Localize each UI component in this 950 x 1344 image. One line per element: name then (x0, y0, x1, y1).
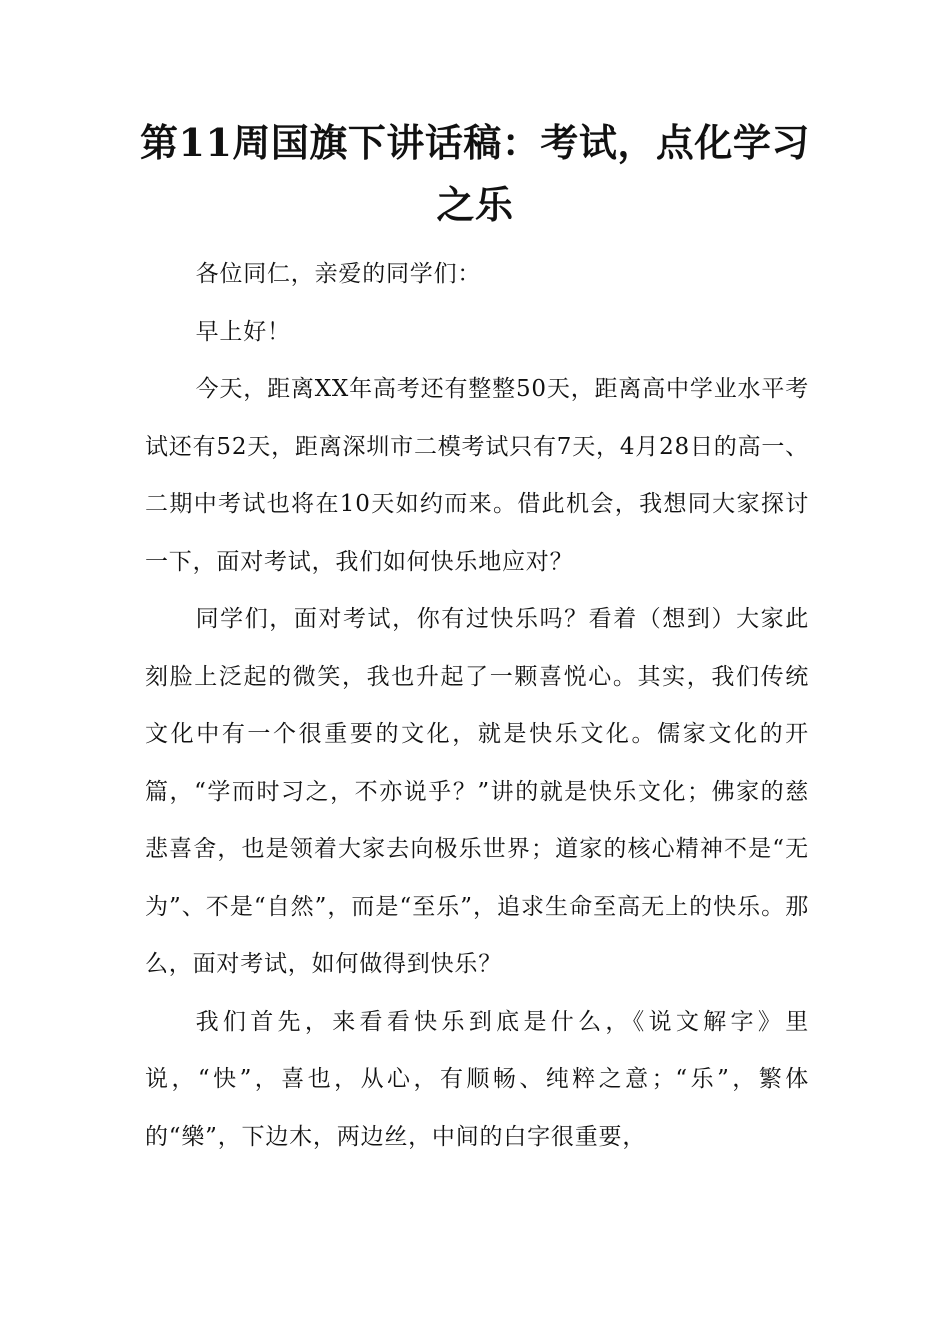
document-body (145, 246, 809, 1166)
greeting-paragraph: 各位同仁，亲爱的同学们： (195, 261, 482, 287)
body-paragraph: 今天，距离XX年高考还有整整50天，距离高中学业水平考试还有52天，距离深圳市二模考试只有7天，4月28日的高一、二期中考试也将在10天如约而来。借此机会，我想同大家探讨一下，面对考试，我们如何快乐地应对？ (145, 376, 809, 575)
body-paragraph: 我们首先，来看看快乐到底是什么，《说文解字》里说，“快”，喜也，从心，有顺畅、纯粹之意；“乐”，繁体的“樂”，下边木，两边丝，中间的白字很重要， (145, 1008, 809, 1150)
body-paragraph: 同学们，面对考试，你有过快乐吗？看着（想到）大家此刻脸上泛起的微笑，我也升起了一颗喜悦心。其实，我们传统文化中有一个很重要的文化，就是快乐文化。儒家文化的开篇，“学而时习之，不亦说乎？”讲的就是快乐文化；佛家的慈悲喜舍，也是领着大家去向极乐世界；道家的核心精神不是“无为”、不是“自然”，而是“至乐”，追求生命至高无上的快乐。那么，面对考试，如何做得到快乐？ (145, 606, 809, 977)
document-title: 第11周国旗下讲话稿：考试，点化学习之乐 (140, 120, 810, 227)
salutation-paragraph: 早上好！ (195, 318, 291, 345)
